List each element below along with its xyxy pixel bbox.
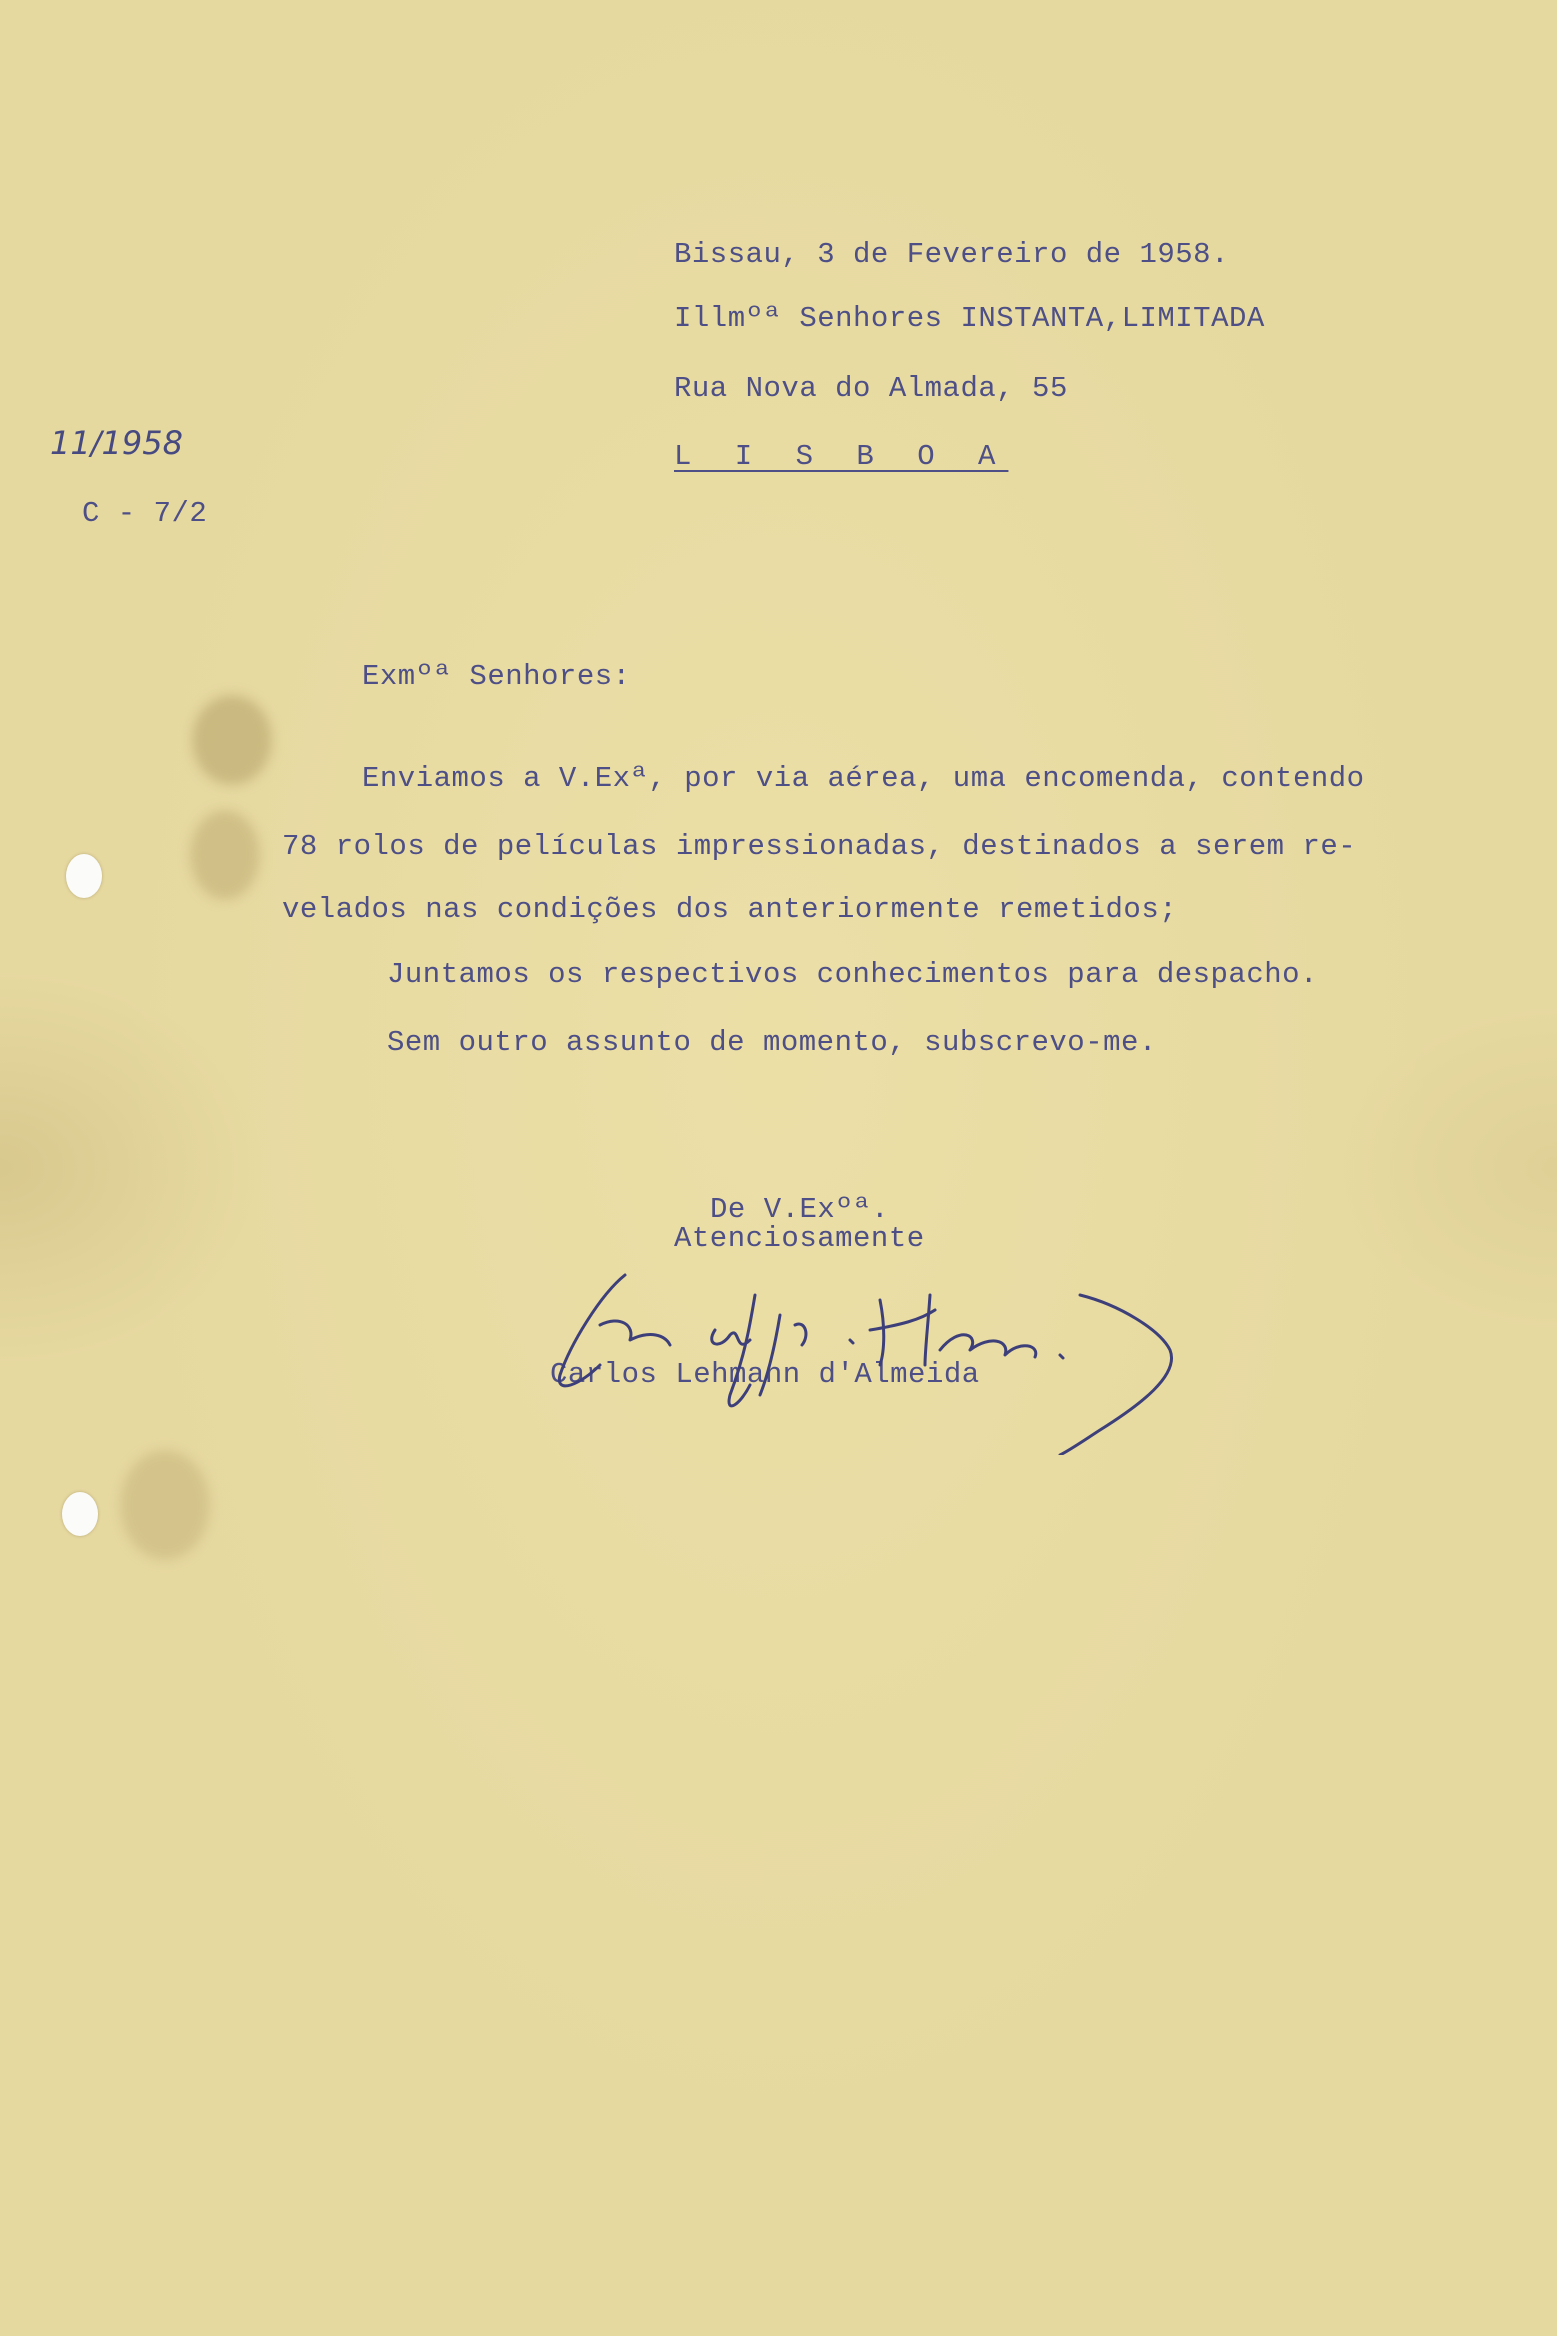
body-line-4: Juntamos os respectivos conhecimentos para despacho. bbox=[387, 958, 1318, 991]
handwritten-reference-number: 11/1958 bbox=[50, 424, 183, 462]
addressee: Illmºª Senhores INSTANTA,LIMITADA bbox=[674, 302, 1265, 335]
paper-stain bbox=[192, 695, 272, 785]
handwritten-signature bbox=[540, 1255, 1290, 1455]
paper-stain bbox=[190, 810, 260, 900]
punch-hole-upper bbox=[66, 854, 102, 898]
closing-line-2: Atenciosamente bbox=[674, 1222, 925, 1255]
paper-stain bbox=[120, 1450, 210, 1560]
file-code: C - 7/2 bbox=[82, 497, 208, 530]
salutation: Exmºª Senhores: bbox=[362, 660, 631, 693]
signatory-name: Carlos Lehmann d'Almeida bbox=[550, 1358, 980, 1391]
body-line-3: velados nas condições dos anteriormente remetidos; bbox=[282, 893, 1178, 926]
closing-line-1: De V.Exºª. bbox=[710, 1193, 890, 1226]
punch-hole-lower bbox=[62, 1492, 98, 1536]
body-line-2: 78 rolos de películas impressionadas, destinados a serem re- bbox=[282, 830, 1357, 863]
place-and-date: Bissau, 3 de Fevereiro de 1958. bbox=[674, 238, 1229, 271]
body-line-5: Sem outro assunto de momento, subscrevo-me. bbox=[387, 1026, 1157, 1059]
body-line-1: Enviamos a V.Exª, por via aérea, uma encomenda, contendo bbox=[362, 762, 1365, 795]
city: L I S B O A bbox=[674, 440, 1009, 473]
street-address: Rua Nova do Almada, 55 bbox=[674, 372, 1068, 405]
